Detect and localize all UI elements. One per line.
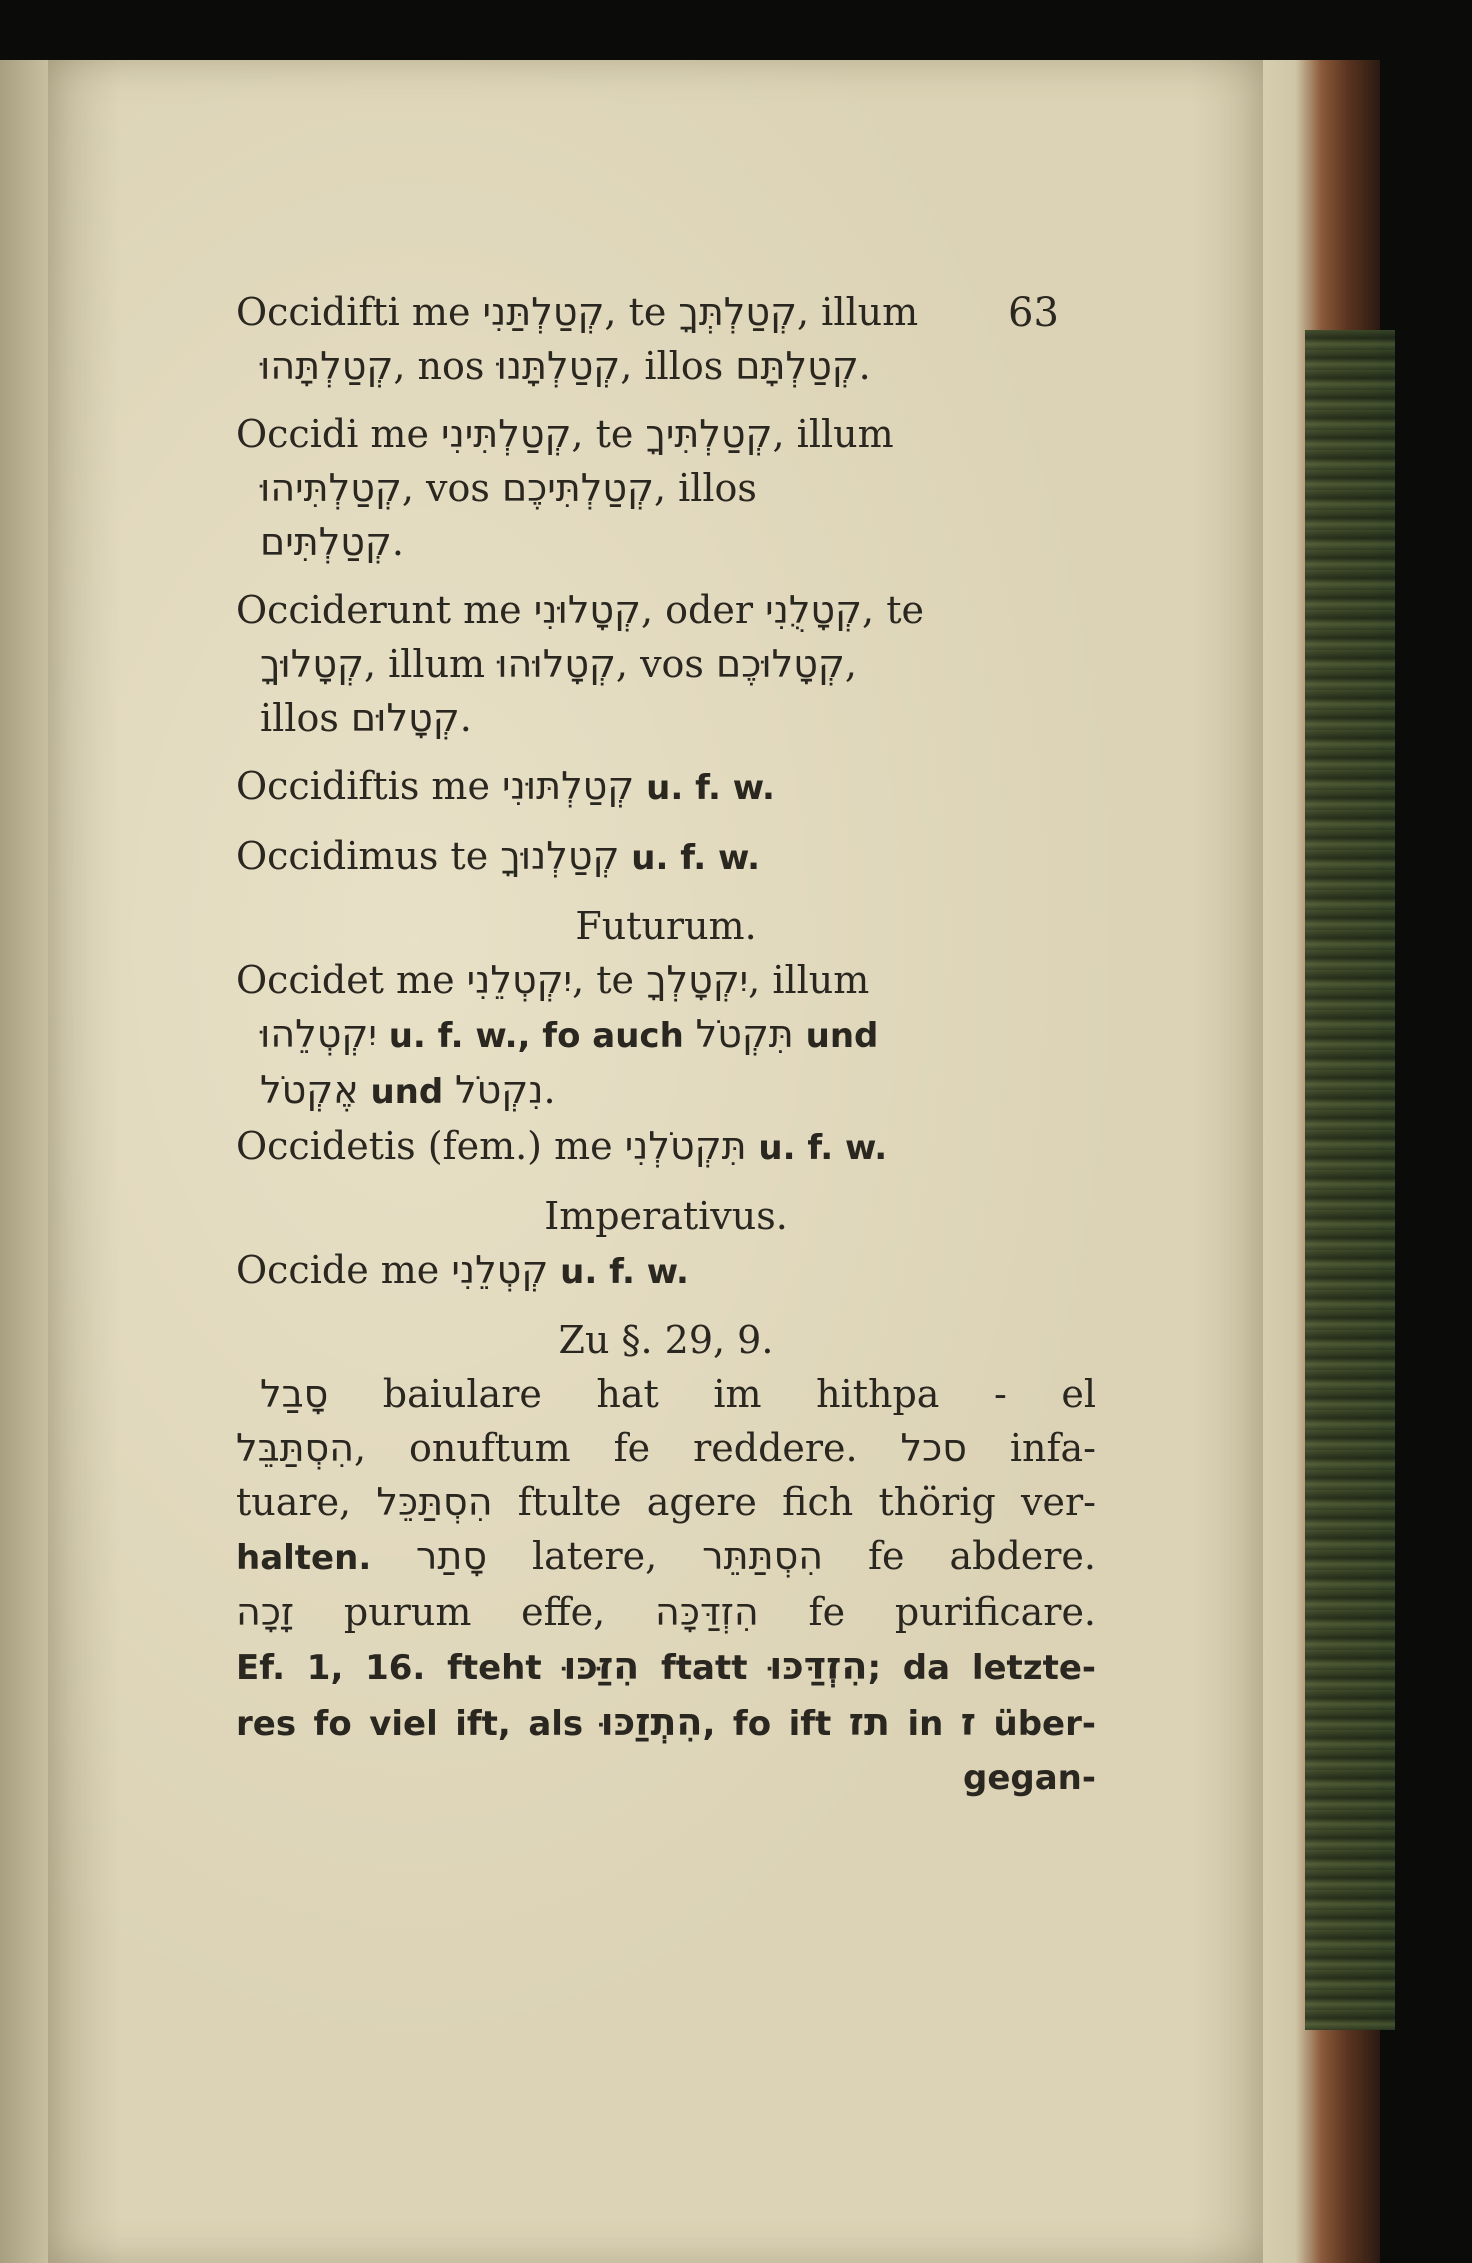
heading-futurum: Futurum. <box>575 904 757 948</box>
text-line-3: Occidi me קְטַלְתִּינִי, te קְטַלְתִּיךָ, illum <box>236 412 894 456</box>
text-line-20: זָכָה purum effe, הִזְדַּכָּה fe purificare. <box>236 1590 1097 1634</box>
text-line-7: קְטָלוּךָ, illum קְטָלוּהוּ, vos קְטָלוּכֶם, <box>260 642 857 686</box>
text-line-22: res fo viel ift, als הִתְזַכּוּ, fo ift תז in ז über- <box>236 1700 1096 1744</box>
page-text <box>236 285 1096 1805</box>
page-number: 63 <box>1008 290 1059 336</box>
text-line-13: אֶקְטֹל und נִקְטֹל. <box>260 1068 556 1112</box>
text-line-19: halten. סָתַר latere, הִסְתַּתֵּר fe abdere. <box>236 1534 1096 1578</box>
text-line-4: קְטַלְתִּיהוּ, vos קְטַלְתִּיכֶם, illos <box>260 466 757 510</box>
catchword: gegan- <box>963 1758 1096 1798</box>
text-line-9: Occidiftis me קְטַלְתּוּנִי u. f. w. <box>236 764 775 808</box>
text-line-8: illos קְטָלוּם. <box>260 696 472 740</box>
heading-section-29: Zu §. 29, 9. <box>558 1318 774 1362</box>
text-line-18: tuare, הִסְתַּכֵּל ftulte agere fich thörig ver- <box>236 1480 1096 1524</box>
book-page <box>48 60 1263 2263</box>
heading-imperativus: Imperativus. <box>544 1194 788 1238</box>
text-line-17: הִסְתַּבֵּל, onuftum fe reddere. סכל infa- <box>236 1426 1097 1470</box>
text-line-2: קְטַלְתָּהוּ, nos קְטַלְתָּנוּ, illos קְטַלְתָּם. <box>260 344 871 388</box>
text-line-21: Ef. 1, 16. fteht הִזַּכּוּ ftatt הִזְדַּכּוּ; da letzte- <box>236 1644 1096 1688</box>
cover-spine <box>1305 330 1395 2030</box>
text-line-10: Occidimus te קְטַלְנוּךָ u. f. w. <box>236 834 761 878</box>
text-line-12: יִקְטְלֵהוּ u. f. w., fo auch תִּקְטֹל und <box>260 1012 879 1056</box>
text-line-14: Occidetis (fem.) me תִּקְטֹלְנִי u. f. w. <box>236 1124 888 1168</box>
text-line-6: Occiderunt me קְטָלוּנִי, oder קְטָלֻנִי, te <box>236 588 924 632</box>
text-line-11: Occidet me יִקְטְלֵנִי, te יִקְטָלְךָ, illum <box>236 958 870 1002</box>
text-line-1: Occidifti me קְטַלְתַּנִי, te קְטַלְתְּךָ, illum <box>236 290 919 334</box>
text-line-16: סָבַל baiulare hat im hithpa - el <box>260 1372 1096 1416</box>
text-line-15: Occide me קְטְלֵנִי u. f. w. <box>236 1248 689 1292</box>
text-line-5: קְטַלְתִּים. <box>260 520 404 564</box>
